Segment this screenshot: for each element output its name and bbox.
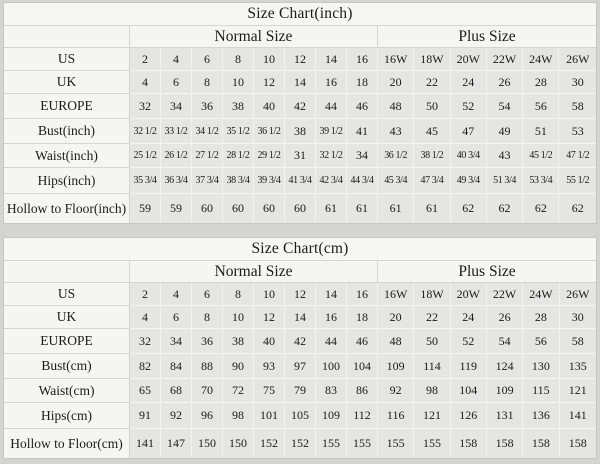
size-cell: 54 [487,94,523,119]
size-cell: 50 [414,329,450,354]
size-cell: 18W [414,48,450,71]
row-label: UK [4,306,130,329]
size-cell: 109 [378,354,414,379]
size-cell: 24W [523,48,559,71]
size-cell: 51 [523,119,559,144]
size-cell: 38 1/2 [414,144,450,168]
size-cell: 58 [559,94,596,119]
size-cell: 152 [285,429,316,458]
size-cell: 22 [414,306,450,329]
size-cell: 98 [223,403,254,429]
size-cell: 39 3/4 [254,168,285,194]
size-cell: 46 [347,94,378,119]
size-cell: 88 [192,354,223,379]
size-cell: 49 3/4 [451,168,487,194]
row-label: Bust(inch) [4,119,130,144]
size-cell: 12 [285,283,316,306]
table-row [4,144,596,168]
size-cell: 56 [523,329,559,354]
row-label: UK [4,71,130,94]
size-cell: 96 [192,403,223,429]
size-cell: 147 [161,429,192,458]
size-cell: 30 [560,306,596,329]
size-chart-cm-table [3,237,597,459]
size-cell: 24W [523,283,559,306]
size-cell: 47 1/2 [559,144,596,168]
table-row [4,94,596,119]
size-cell: 152 [254,429,285,458]
size-cell: 59 [130,194,161,223]
table-row [4,429,596,458]
size-cell: 37 3/4 [192,168,223,194]
size-cell: 22 [414,71,450,94]
table-title: Size Chart(inch) [4,3,596,26]
size-cell: 158 [487,429,523,458]
size-cell: 72 [223,379,254,403]
size-cell: 82 [130,354,161,379]
size-cell: 109 [487,379,523,403]
size-cell: 16 [316,71,347,94]
size-cell: 36 3/4 [161,168,192,194]
table-row [4,283,596,306]
size-cell: 68 [161,379,192,403]
corner-cell [4,261,130,283]
size-cell: 36 1/2 [254,119,285,144]
size-cell: 25 1/2 [130,144,161,168]
group-header-row [4,261,596,283]
size-cell: 155 [414,429,450,458]
size-cell: 24 [451,306,487,329]
size-cell: 34 [161,329,192,354]
size-cell: 53 [559,119,596,144]
row-label: EUROPE [4,94,130,119]
size-cell: 2 [130,48,161,71]
table-title-row [4,238,596,261]
size-cell: 131 [487,403,523,429]
size-cell: 34 1/2 [192,119,223,144]
size-cell: 36 [192,94,223,119]
size-cell: 59 [161,194,192,223]
size-cell: 61 [414,194,450,223]
size-cell: 58 [560,329,596,354]
size-cell: 93 [254,354,285,379]
size-cell: 8 [192,71,223,94]
size-cell: 141 [130,429,161,458]
size-cell: 28 [523,306,559,329]
size-cell: 16 [347,283,378,306]
size-cell: 31 [285,144,316,168]
size-cell: 119 [451,354,487,379]
size-cell: 34 [161,94,192,119]
size-cell: 48 [378,329,414,354]
size-cell: 10 [254,48,285,71]
size-cell: 100 [316,354,347,379]
size-cell: 45 3/4 [378,168,414,194]
row-label: EUROPE [4,329,130,354]
size-cell: 16W [378,283,414,306]
size-cell: 83 [316,379,347,403]
size-cell: 26 [487,71,523,94]
size-cell: 101 [254,403,285,429]
size-cell: 39 1/2 [316,119,347,144]
size-cell: 6 [161,306,192,329]
size-cell: 55 1/2 [559,168,596,194]
size-cell: 4 [130,71,161,94]
size-cell: 44 [316,329,347,354]
size-cell: 40 [254,94,285,119]
size-cell: 62 [451,194,487,223]
size-cell: 30 [559,71,596,94]
size-cell: 126 [451,403,487,429]
size-cell: 116 [378,403,414,429]
size-cell: 40 3/4 [451,144,487,168]
size-cell: 158 [451,429,487,458]
row-label: US [4,283,130,306]
size-cell: 16 [316,306,347,329]
row-label: Hollow to Floor(cm) [4,429,130,458]
size-cell: 158 [523,429,559,458]
size-cell: 91 [130,403,161,429]
size-cell: 44 [316,94,347,119]
size-cell: 121 [414,403,450,429]
size-cell: 32 [130,94,161,119]
size-cell: 38 [285,119,316,144]
size-cell: 26W [559,48,596,71]
size-cell: 8 [223,283,254,306]
size-cell: 104 [451,379,487,403]
size-cell: 47 3/4 [414,168,450,194]
size-cell: 46 [347,329,378,354]
size-cell: 35 1/2 [223,119,254,144]
size-cell: 49 [487,119,523,144]
size-cell: 6 [192,48,223,71]
size-cell: 86 [347,379,378,403]
size-cell: 44 3/4 [347,168,378,194]
size-cell: 6 [192,283,223,306]
size-cell: 43 [378,119,414,144]
size-cell: 62 [523,194,559,223]
size-cell: 38 3/4 [223,168,254,194]
size-cell: 98 [414,379,450,403]
size-cell: 50 [414,94,450,119]
size-cell: 155 [316,429,347,458]
size-cell: 38 [223,94,254,119]
size-cell: 60 [254,194,285,223]
size-cell: 61 [347,194,378,223]
table-row [4,71,596,94]
size-cell: 60 [285,194,316,223]
size-cell: 20 [378,71,414,94]
table-title: Size Chart(cm) [4,238,596,261]
plus-size-header: Plus Size [378,26,596,48]
size-cell: 10 [223,71,254,94]
size-cell: 12 [254,306,285,329]
size-cell: 52 [451,329,487,354]
size-cell: 12 [254,71,285,94]
size-cell: 105 [285,403,316,429]
group-header-row [4,26,596,48]
size-cell: 45 [414,119,450,144]
size-cell: 26 [487,306,523,329]
size-cell: 26 1/2 [161,144,192,168]
size-cell: 16W [378,48,414,71]
size-cell: 32 [130,329,161,354]
size-cell: 115 [523,379,559,403]
size-cell: 56 [523,94,559,119]
size-cell: 28 [523,71,559,94]
size-cell: 8 [223,48,254,71]
size-cell: 14 [316,48,347,71]
size-cell: 130 [523,354,559,379]
size-cell: 84 [161,354,192,379]
size-cell: 48 [378,94,414,119]
size-cell: 35 3/4 [130,168,161,194]
size-cell: 20W [451,283,487,306]
size-cell: 2 [130,283,161,306]
size-cell: 60 [223,194,254,223]
size-cell: 4 [161,48,192,71]
size-cell: 136 [523,403,559,429]
row-label: Waist(inch) [4,144,130,168]
table-row [4,119,596,144]
size-cell: 155 [347,429,378,458]
size-cell: 150 [223,429,254,458]
table-row [4,379,596,403]
size-cell: 52 [451,94,487,119]
table-row [4,48,596,71]
size-cell: 40 [254,329,285,354]
size-cell: 32 1/2 [316,144,347,168]
size-cell: 20W [451,48,487,71]
size-cell: 14 [316,283,347,306]
row-label: US [4,48,130,71]
size-cell: 8 [192,306,223,329]
size-cell: 28 1/2 [223,144,254,168]
size-cell: 14 [285,306,316,329]
size-cell: 62 [487,194,523,223]
size-cell: 45 1/2 [523,144,559,168]
size-cell: 36 1/2 [378,144,414,168]
size-cell: 42 [285,94,316,119]
size-cell: 53 3/4 [523,168,559,194]
size-cell: 16 [347,48,378,71]
size-cell: 92 [378,379,414,403]
size-cell: 38 [223,329,254,354]
normal-size-header: Normal Size [130,26,378,48]
table-row [4,354,596,379]
size-cell: 26W [560,283,596,306]
size-cell: 22W [487,48,523,71]
table-row [4,306,596,329]
size-cell: 54 [487,329,523,354]
size-cell: 12 [285,48,316,71]
size-cell: 33 1/2 [161,119,192,144]
size-cell: 20 [378,306,414,329]
size-cell: 24 [451,71,487,94]
size-cell: 6 [161,71,192,94]
size-cell: 18W [414,283,450,306]
size-cell: 29 1/2 [254,144,285,168]
size-cell: 65 [130,379,161,403]
size-cell: 22W [487,283,523,306]
size-cell: 41 [347,119,378,144]
normal-size-header: Normal Size [130,261,378,283]
size-cell: 114 [414,354,450,379]
plus-size-header: Plus Size [378,261,596,283]
table-row [4,403,596,429]
size-cell: 135 [560,354,596,379]
size-cell: 42 3/4 [316,168,347,194]
size-chart-inch-table [3,2,597,224]
table-row [4,329,596,354]
size-cell: 61 [378,194,414,223]
size-cell: 10 [223,306,254,329]
row-label: Waist(cm) [4,379,130,403]
table-row [4,194,596,223]
corner-cell [4,26,130,48]
size-cell: 121 [560,379,596,403]
size-cell: 34 [347,144,378,168]
size-cell: 92 [161,403,192,429]
size-cell: 75 [254,379,285,403]
size-cell: 18 [347,306,378,329]
size-cell: 27 1/2 [192,144,223,168]
row-label: Hips(inch) [4,168,130,194]
size-cell: 61 [316,194,347,223]
size-cell: 112 [347,403,378,429]
size-cell: 10 [254,283,285,306]
size-cell: 14 [285,71,316,94]
size-cell: 43 [487,144,523,168]
size-cell: 90 [223,354,254,379]
size-cell: 155 [378,429,414,458]
size-cell: 47 [451,119,487,144]
size-cell: 62 [559,194,596,223]
row-label: Hips(cm) [4,403,130,429]
row-label: Hollow to Floor(inch) [4,194,130,223]
size-cell: 150 [192,429,223,458]
size-cell: 51 3/4 [487,168,523,194]
size-cell: 36 [192,329,223,354]
size-cell: 4 [161,283,192,306]
size-cell: 158 [560,429,596,458]
size-cell: 79 [285,379,316,403]
size-cell: 32 1/2 [130,119,161,144]
size-cell: 18 [347,71,378,94]
table-row [4,168,596,194]
size-cell: 104 [347,354,378,379]
size-cell: 41 3/4 [285,168,316,194]
size-cell: 109 [316,403,347,429]
size-cell: 70 [192,379,223,403]
size-cell: 124 [487,354,523,379]
size-cell: 4 [130,306,161,329]
table-title-row [4,3,596,26]
size-cell: 97 [285,354,316,379]
row-label: Bust(cm) [4,354,130,379]
size-cell: 141 [560,403,596,429]
size-cell: 42 [285,329,316,354]
size-cell: 60 [192,194,223,223]
